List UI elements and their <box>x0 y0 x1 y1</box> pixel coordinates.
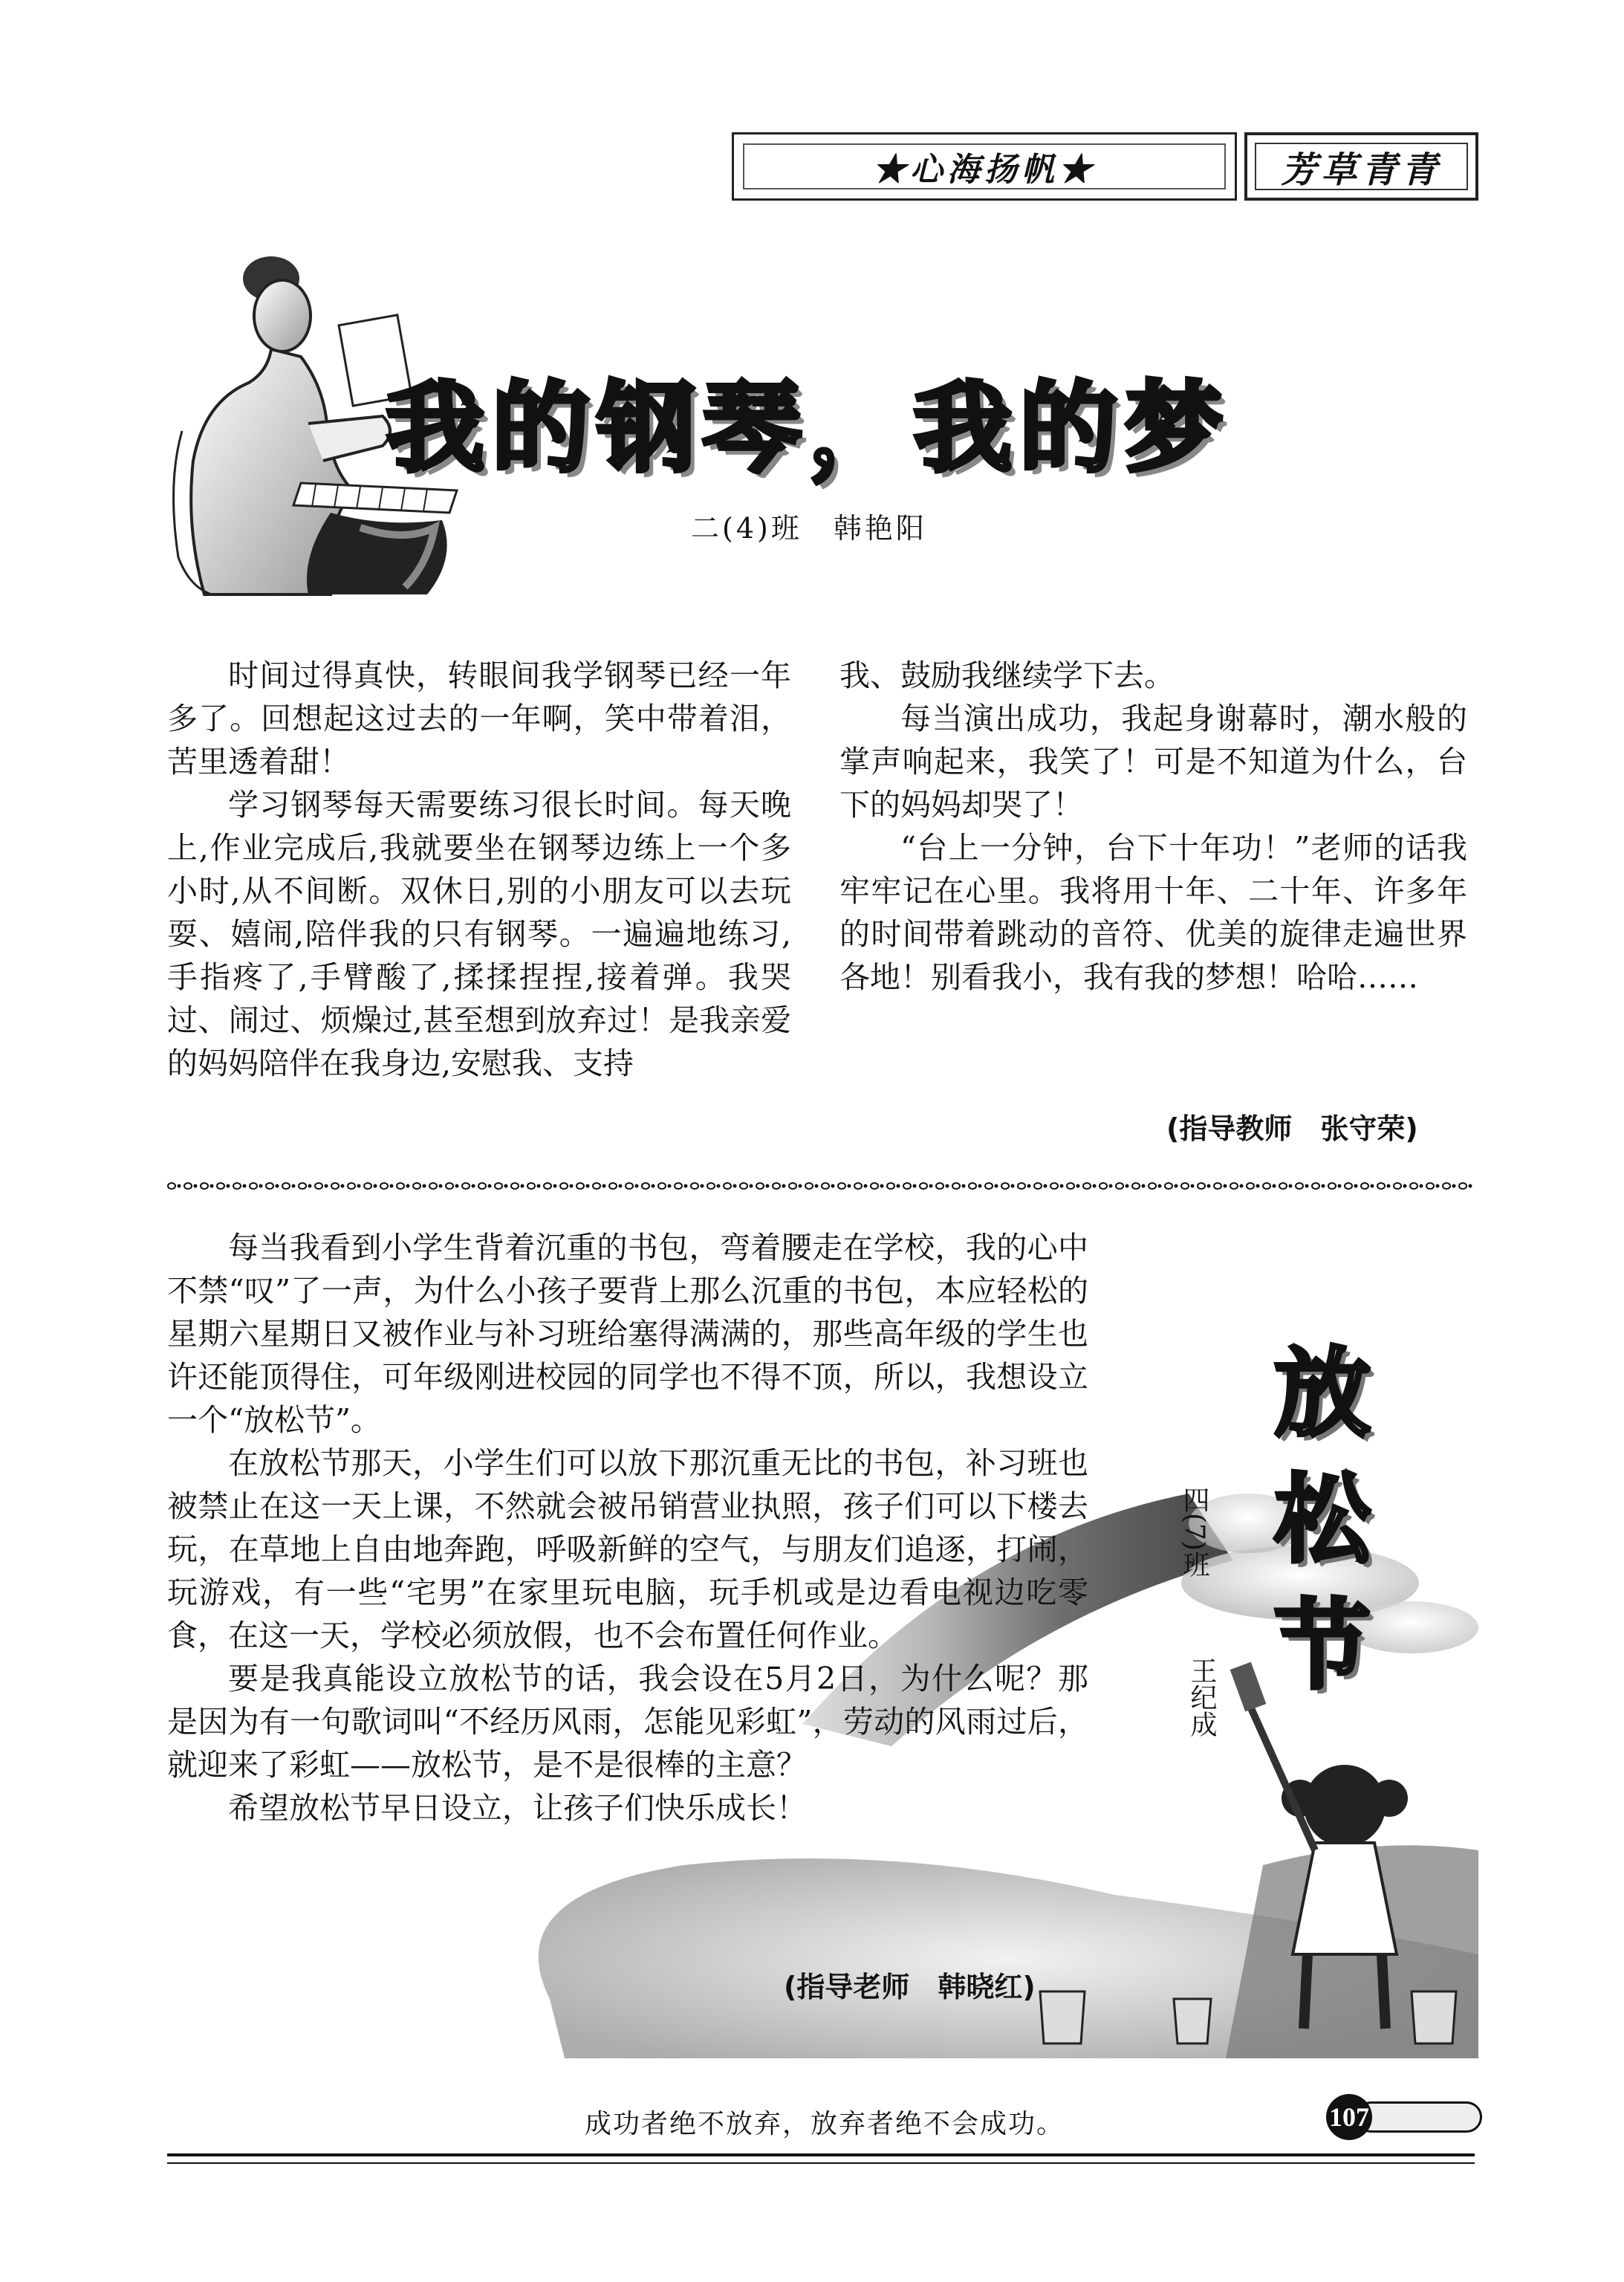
page-number-badge <box>1326 2094 1486 2140</box>
article1-paragraph: 时间过得真快，转眼间我学钢琴已经一年多了。回想起这过去的一年啊，笑中带着泪，苦里透着甜！ <box>167 658 791 779</box>
article1-title: 我的钢琴，我的梦 <box>386 372 1230 486</box>
page-number: 107 <box>1326 2094 1372 2140</box>
article2-paragraph: 要是我真能设立放松节的话，我会设在5月2日，为什么呢？那是因为有一句歌词叫“不经历风雨，怎能见彩虹”，劳动的风雨过后，就迎来了彩虹——放松节，是不是很棒的主意？ <box>167 1661 1088 1783</box>
article2-paragraph: 在放松节那天，小学生们可以放下那沉重无比的书包，补习班也被禁止在这一天上课，不然就会被吊销营业执照，孩子们可以下楼去玩，在草地上自由地奔跑，呼吸新鲜的空气，与朋友们追逐，打闹，玩游戏，有一些“宅男”在家里玩电脑，玩手机或是边看电视边吃零食，在这一天，学校必须放假，也不会布置任何作业。 <box>167 1445 1088 1653</box>
article2-paragraph: 每当我看到小学生背着沉重的书包，弯着腰走在学校，我的心中不禁“叹”了一声，为什么小孩子要背上那么沉重的书包，本应轻松的星期六星期日又被作业与补习班给塞得满满的，那些高年级的学生也许还能顶得住，可年级刚进校园的同学也不得不顶，所以，我想设立一个“放松节”。 <box>167 1230 1088 1438</box>
article2-byline-class: 四(7)班 <box>1179 1486 1209 1578</box>
article1-paragraph: 学习钢琴每天需要练习很长时间。每天晚上,作业完成后,我就要坐在钢琴边练上一个多小时,从不间断。双休日,别的小朋友可以去玩耍、嬉闹,陪伴我的只有钢琴。一遍遍地练习,手指疼了,手臂酸了,揉揉捏捏,接着弹。我哭过、闹过、烦燥过,甚至想到放弃过！是我亲爱的妈妈陪伴在我身边,安慰我、支持 <box>167 787 791 1081</box>
article2-paragraph: 希望放松节早日设立，让孩子们快乐成长！ <box>228 1790 807 1826</box>
magazine-name: 芳草青青 <box>1255 143 1468 190</box>
footer-rule <box>167 2153 1475 2156</box>
article1-right-column <box>839 654 1467 999</box>
article1-paragraph: 我、鼓励我继续学下去。 <box>839 658 1175 693</box>
article2-body <box>167 1226 1088 1829</box>
column-header <box>732 132 1237 201</box>
article1-paragraph: 每当演出成功，我起身谢幕时，潮水般的掌声响起来，我笑了！可是不知道为什么，台下的妈妈却哭了！ <box>839 701 1467 823</box>
magazine-header <box>1244 132 1478 201</box>
article1-teacher: (指导教师 张守荣) <box>1166 1112 1418 1145</box>
article2-title: 放松节 <box>1273 1337 1371 1702</box>
article1-byline: 二(4)班 韩艳阳 <box>691 512 927 545</box>
page-number-bar <box>1356 2101 1482 2133</box>
column-name: ★心海扬帆★ <box>743 143 1226 189</box>
article2-teacher: (指导老师 韩晓红) <box>784 1971 1036 2003</box>
article1-left-column <box>167 654 791 1085</box>
article2-byline-name: 王纪成 <box>1186 1657 1217 1737</box>
ornamental-divider <box>167 1180 1475 1192</box>
footer-rule-thin <box>167 2162 1475 2164</box>
article1-paragraph: “台上一分钟，台下十年功！”老师的话我牢牢记在心里。我将用十年、二十年、许多年的时间带着跳动的音符、优美的旋律走遍世界各地！别看我小，我有我的梦想！哈哈…… <box>839 830 1467 995</box>
footer-motto: 成功者绝不放弃，放弃者绝不会成功。 <box>584 2109 1065 2139</box>
